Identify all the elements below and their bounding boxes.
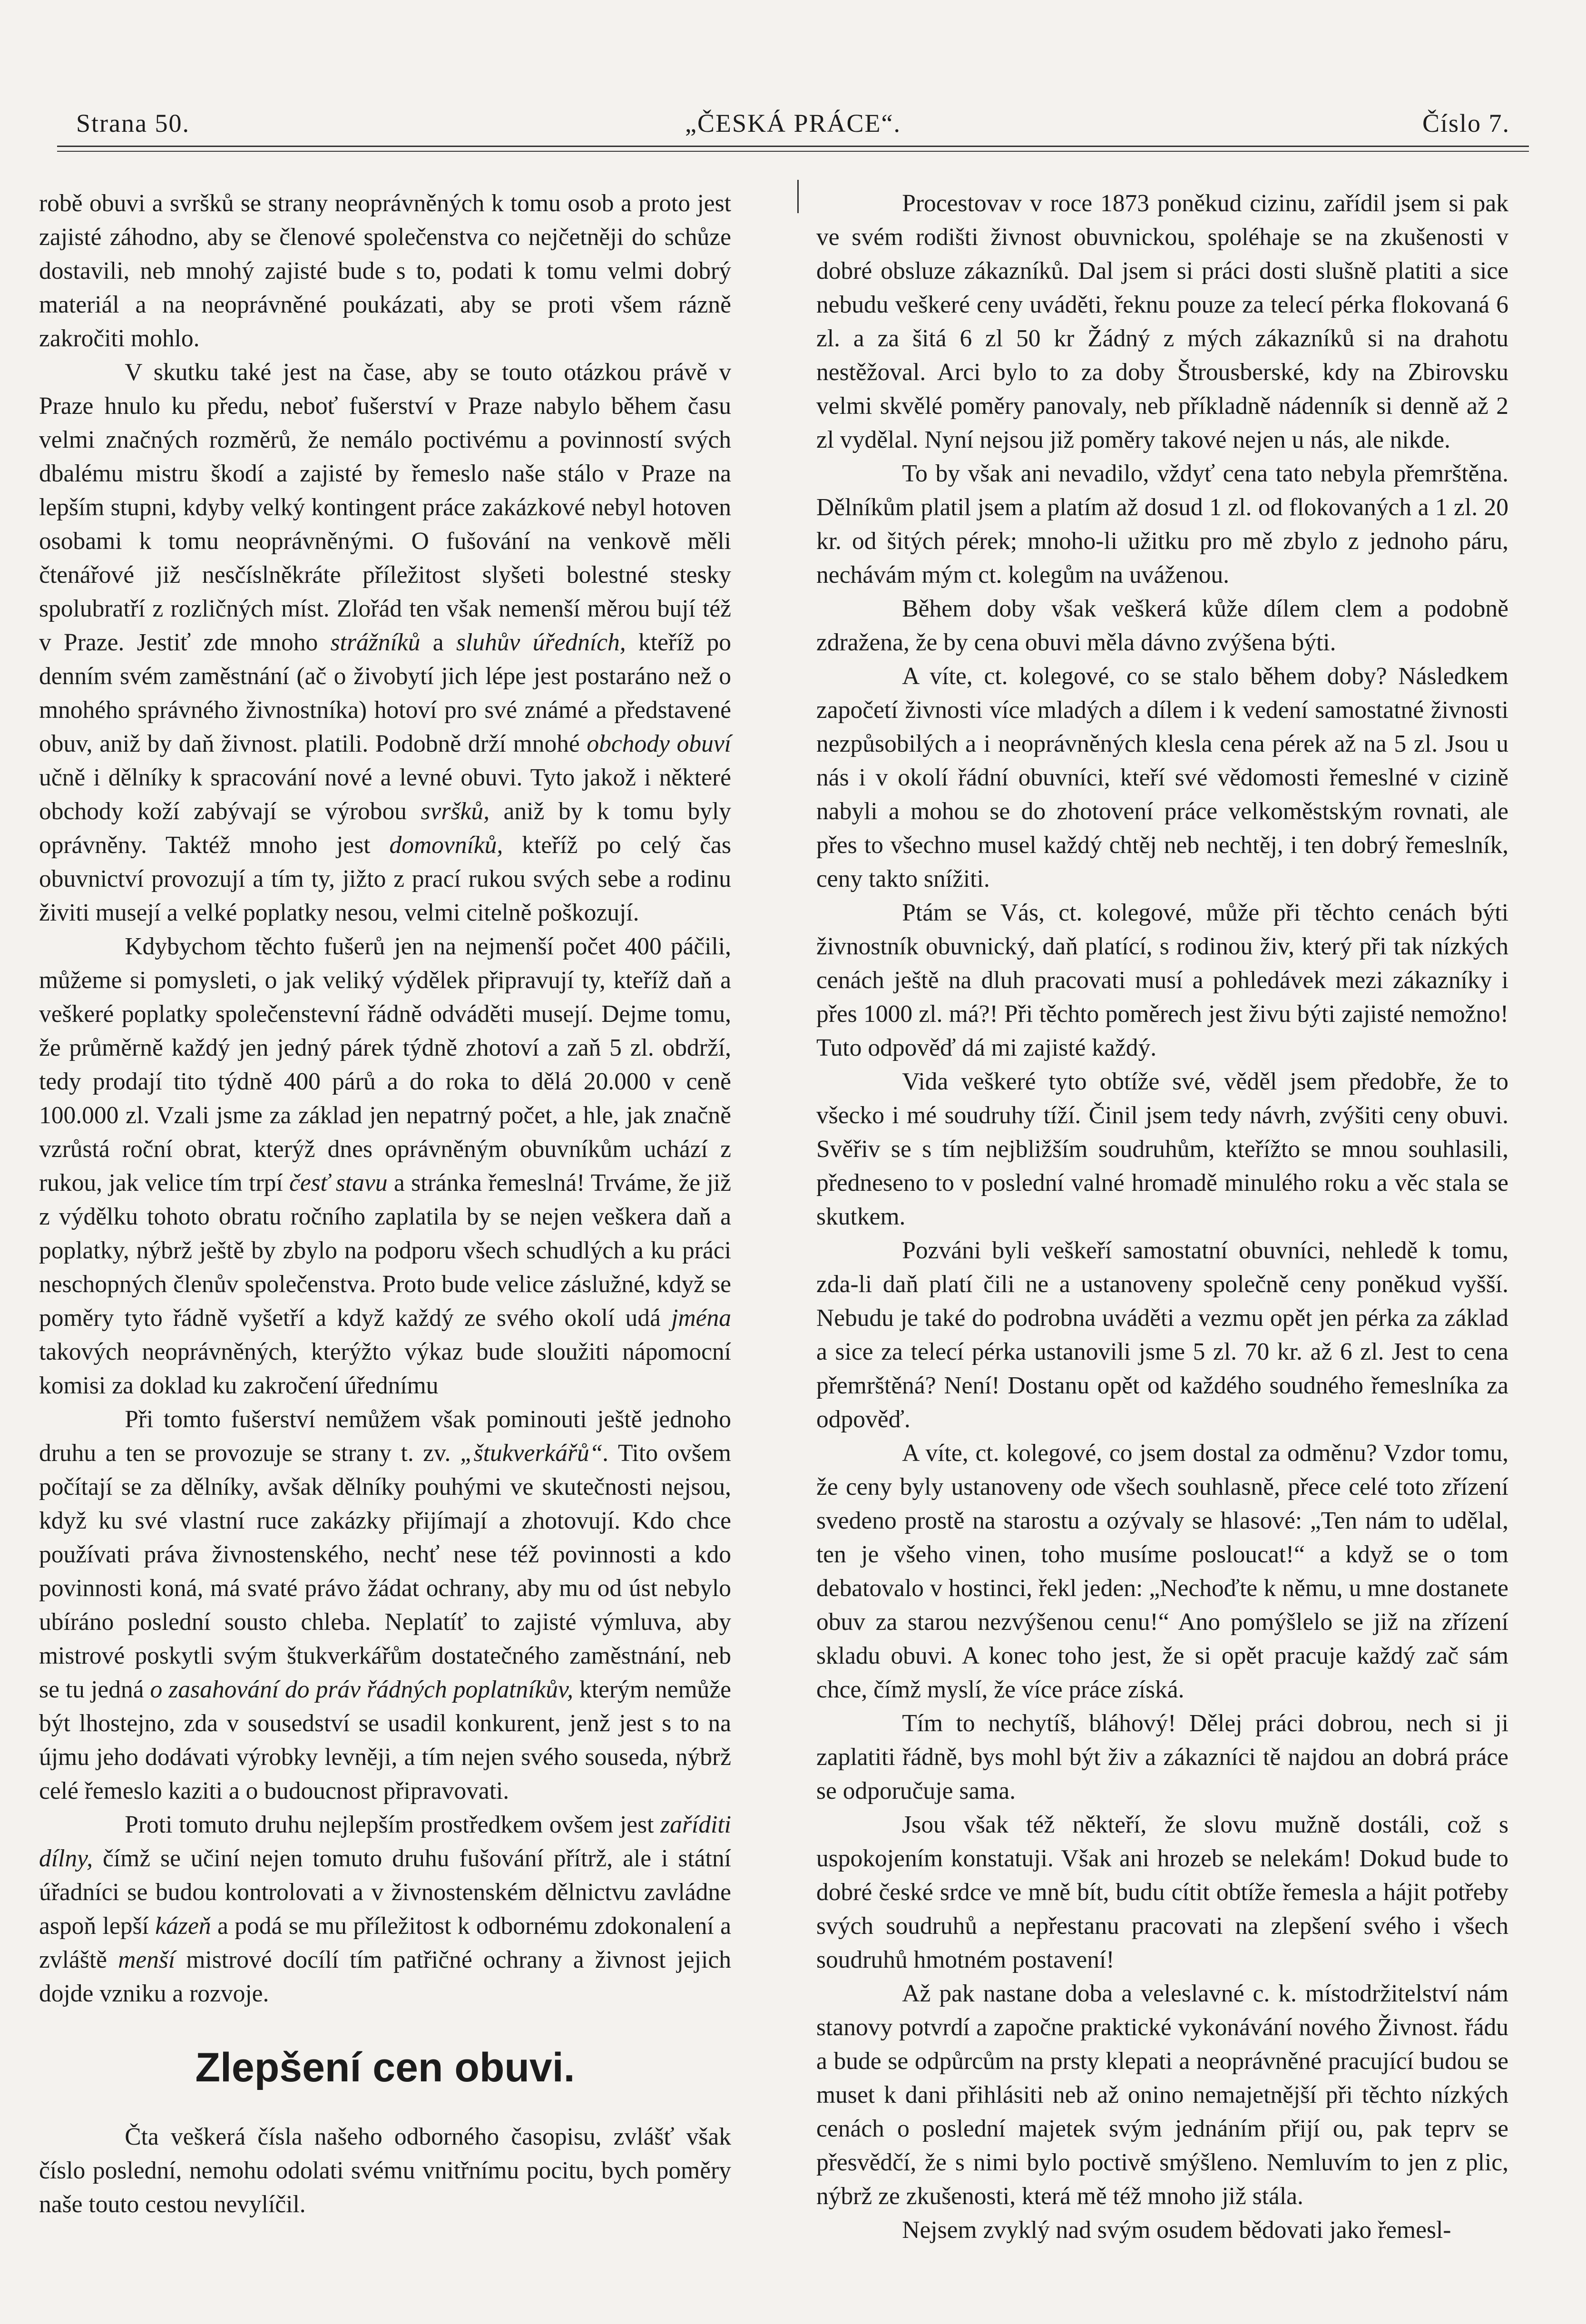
emphasis: česť stavu <box>289 1169 388 1196</box>
emphasis: strážníků <box>330 629 421 656</box>
paragraph: To by však ani nevadilo, vždyť cena tato nebyla přemrštěna. Dělníkům platil jsem a platím až dosud 1 zl. od flokovaných a 1 zl. 20 kr. od šitých pérek; mnoho-li užitku pro mě zbylo z jednoho páru, nechávám mým ct. kolegům na uváženou. <box>816 460 1508 588</box>
emphasis: jména <box>671 1304 731 1332</box>
paragraph: Až pak nastane doba a veleslavné c. k. místodržitelství nám stanovy potvrdí a započne praktické vykonávání nového Živnost. řádu a bude se odpůrcům na prsty klepati a neoprávněné pracující budou se muset k dani přihlásiti neb až onino nemajetnější při těchto nízkých cenách o poslední majetek svým jednáním přijí ou, pak teprv se přesvědčí, že s nimi bylo poctivě smýšleno. Nemluvím to jen z plic, nýbrž ze zkušenosti, která mě též mnoho již stála. <box>816 1980 1508 2210</box>
right-column <box>816 186 1508 2247</box>
column-divider <box>797 180 799 213</box>
article-heading: Zlepšení cen obuvi. <box>195 2045 575 2090</box>
emphasis: sluhův úředních, <box>456 629 626 656</box>
journal-title: „ČESKÁ PRÁCE“. <box>685 109 901 137</box>
left-column <box>39 186 731 2221</box>
emphasis: menší <box>118 1946 176 1973</box>
emphasis: „štukverkářů“. <box>460 1440 609 1467</box>
emphasis: o zasahování do práv řádných poplatníkův, <box>150 1676 573 1703</box>
header-rule <box>57 146 1529 152</box>
paragraph: Procestovav v roce 1873 poněkud cizinu, zařídil jsem si pak ve svém rodišti živnost obuvnickou, spoléhaje se na zkušenosti v dobré obsluze zákazníků. Dal jsem si práci dosti slušně platiti a sice nebudu veškeré ceny uváděti, řeknu pouze za telecí pérka flokovaná 6 zl. a za šitá 6 zl 50 kr Žádný z mých zákazníků si na drahotu nestěžoval. Arci bylo to za doby Štrousberské, kdy na Zbirovsku velmi skvělé poměry panovaly, neb příkladně nádenník si denně až 2 zl vydělal. Nyní nejsou již poměry takové nejen u nás, ale nikde. <box>816 190 1508 453</box>
paragraph: Čta veškerá čísla našeho odborného časopisu, zvlášť však číslo poslední, nemohu odolati svému vnitřnímu pocitu, bych poměry naše touto cestou nevylíčil. <box>39 2123 731 2218</box>
emphasis: zaříditi dílny, <box>39 1811 731 1872</box>
paragraph: A víte, ct. kolegové, co se stalo během doby? Následkem započetí živnosti více mladých a dílem i k vedení samostatné živnosti nezpůsobilých a i neoprávněných klesla cena pérek až na 5 zl. Jsou u nás i v okolí řádní obuvníci, kteří své vědomosti řemeslné v cizině nabyli a mohou se do zhotovení práce velkoměstským rovnati, ale přes to všechno musel každý chtěj neb nechtěj, i ten dobrý řemeslník, ceny takto snížiti. <box>816 663 1508 892</box>
paragraph: Při tomto fušerství nemůžem však pominouti ještě jednoho druhu a ten se provozuje se strany t. zv. „štukverkářů“. Tito ovšem počítají se za dělníky, avšak dělníky pouhými ve skutečnosti nejsou, když ku své vlastní ruce zakázky přijímají a zhotovují. Kdo chce používati práva živnostenského, nechť nese též povinnosti a kdo povinnosti koná, má svaté právo žádat ochrany, aby mu od úst nebylo ubíráno poslední sousto chleba. Neplatíť to zajisté výmluva, aby mistrové poskytli svým štukverkářům dostatečného zaměstnání, neb se tu jedná o zasahování do práv řádných poplatníkův, kterým nemůže být lhostejno, zda v sousedství se usadil konkurent, jenž jest s to na újmu jeho dodávati výrobky levněji, a tím nejen svého souseda, nýbrž celé řemeslo kaziti a o budoucnost připravovati. <box>39 1406 732 1804</box>
paragraph: Během doby však veškerá kůže dílem clem a podobně zdražena, že by cena obuvi měla dávno zvýšena býti. <box>816 595 1508 656</box>
paragraph: Nejsem zvyklý nad svým osudem bědovati jako řemesl- <box>902 2216 1451 2244</box>
emphasis: svršků, <box>421 798 490 825</box>
emphasis: domovníků, <box>389 832 503 859</box>
emphasis: kázeň <box>155 1912 211 1940</box>
emphasis: obchody obuví <box>587 730 731 757</box>
paragraph: Vida veškeré tyto obtíže své, věděl jsem předobře, že to všecko i mé soudruhy tíží. Činil jsem tedy návrh, zvýšiti ceny obuvi. Svěřiv se s tím nejbližším soudruhům, kteřížto se mnou souhlasili, předneseno to v poslední valné hromadě minulého roku a věc stala se skutkem. <box>816 1068 1508 1230</box>
paragraph: V skutku také jest na čase, aby se touto otázkou právě v Praze hnulo ku předu, neboť fušerství v Praze nabylo během času velmi značných rozměrů, že nemálo poctivému a povinností svých dbalému mistru škodí a zajisté by řemeslo naše stálo v Praze na lepším stupni, kdyby velký kontingent práce zakázkové nebyl hotoven osobami k tomu neoprávněnými. O fušování na venkově měli čtenářové již nesčíslněkráte příležitost slyšeti bolestné stesky spolubratří z rozličných míst. Zlořád ten však nemenší měrou bují též v Praze. Jestiť zde mnoho strážníků a sluhův úředních, kteříž po denním svém zaměstnání (ač o živobytí jich lépe jest postaráno než o mnohého správného živnostníka) hotoví pro své známé a představené obuv, aniž by daň živnost. platili. Podobně drží mnohé obchody obuví učně i dělníky k spracování nové a levné obuvi. Tyto jakož i některé obchody koží zabývají se výrobou svršků, aniž by k tomu byly oprávněny. Taktéž mnoho jest domovníků, kteříž po celý čas obuvnictví provozují a tím ty, jižto z prací rukou svých sebe a rodinu živiti musejí a velké poplatky nesou, velmi citelně poškozují. <box>39 359 732 926</box>
page-header <box>76 108 1510 147</box>
paragraph: Pozváni byli veškeří samostatní obuvníci, nehledě k tomu, zda-li daň platí čili ne a ustanoveny společně ceny poněkud vyšší. Nebudu je také do podrobna uváděti a vezmu opět jen pérka za základ a sice za telecí pérka ustanovili jsme 5 zl. 70 kr. až 6 zl. Jest to cena přemrštěná? Není! Dostanu opět od každého soudného řemeslníka za odpověď. <box>816 1237 1508 1433</box>
paragraph: A víte, ct. kolegové, co jsem dostal za odměnu? Vzdor tomu, že ceny byly ustanoveny ode všech souhlasně, přece celé toto zřízení svedeno prostě na starostu a ozývaly se hlasové: „Ten nám to udělal, ten je všeho vinen, toho musíme posloucat!“ a když se o tom debatovalo v hostinci, řekl jeden: „Nechoďte k němu, u mne dostanete obuv za starou nezvýšenou cenu!“ Ano pomýšlelo se již na zřízení skladu obuvi. A konec toho jest, že si opět pracuje každý zač sám chce, čímž myslí, že více práce získá. <box>816 1440 1508 1703</box>
paragraph: Tím to nechytíš, bláhový! Dělej práci dobrou, nech si ji zaplatiti řádně, bys mohl být živ a zákazníci tě najdou an dobrá práce se odporučuje sama. <box>816 1710 1508 1804</box>
paragraph: robě obuvi a svršků se strany neoprávněných k tomu osob a proto jest zajisté záhodno, aby se členové společenstva co nejčetněji do schůze dostavili, neb mnohý zajisté bude s to, podati k tomu velmi dobrý materiál a na neoprávněné poukázati, aby se proti všem rázně zakročiti mohlo. <box>39 190 731 352</box>
page-number: Strana 50. <box>76 109 190 137</box>
paragraph: Proti tomuto druhu nejlepším prostředkem ovšem jest zaříditi dílny, čímž se učiní nejen tomuto druhu fušování přítrž, ale i státní úřadníci se budou kontrolovati a v živnostenském dělnictvu zavládne aspoň lepší kázeň a podá se mu příležitost k odbornému zdokonalení a zvláště menší mistrové docílí tím patřičné ochrany a živnost jejich dojde vzniku a rozvoje. <box>39 1811 731 2007</box>
paragraph: Kdybychom těchto fušerů jen na nejmenší počet 400 páčili, můžeme si pomysleti, o jak veliký výdělek připravují ty, kteříž daň a veškeré poplatky společenstevní řádně odváděti musejí. Dejme tomu, že průměrně každý jen jedný párek týdně zhotoví a zaň 5 zl. obdrží, tedy prodají tito týdně 400 párů a do roka to dělá 20.000 v ceně 100.000 zl. Vzali jsme za základ jen nepatrný počet, a hle, jak značně vzrůstá roční obrat, kterýž dnes oprávněným obuvníkům uchází z rukou, jak velice tím trpí česť stavu a stránka řemeslná! Trváme, že již z výdělku tohoto obratu ročního zaplatila by se nejen veškera daň a poplatky, nýbrž ještě by zbylo na podporu všech schudlých a ku práci neschopných členův společenstva. Proto bude velice záslužné, když se poměry tyto řádně vyšetří a když každý ze svého okolí udá jména takových neoprávněných, kterýžto výkaz bude sloužiti nápomocní komisi za doklad ku zakročení úřednímu <box>39 933 731 1399</box>
issue-number: Číslo 7. <box>1422 109 1510 137</box>
paragraph: Ptám se Vás, ct. kolegové, může při těchto cenách býti živnostník obuvnický, daň platící, s rodinou živ, který při tak nízkých cenách ještě na dluh pracovati musí a pohledávek mezi zákazníky i přes 1000 zl. má?! Při těchto poměrech jest živu býti zajisté nemožno! Tuto odpověď dá mi zajisté každý. <box>816 899 1508 1061</box>
paragraph: Jsou však též někteří, že slovu mužně dostáli, což s uspokojením konstatuji. Však ani hrozeb se nelekám! Dokud bude to dobré české srdce ve mně bít, budu cítit obtíže řemesla a hájit potřeby svých soudruhů a nepřestanu pracovati na zlepšení svého i všech soudruhů hmotném postavení! <box>816 1811 1508 1973</box>
